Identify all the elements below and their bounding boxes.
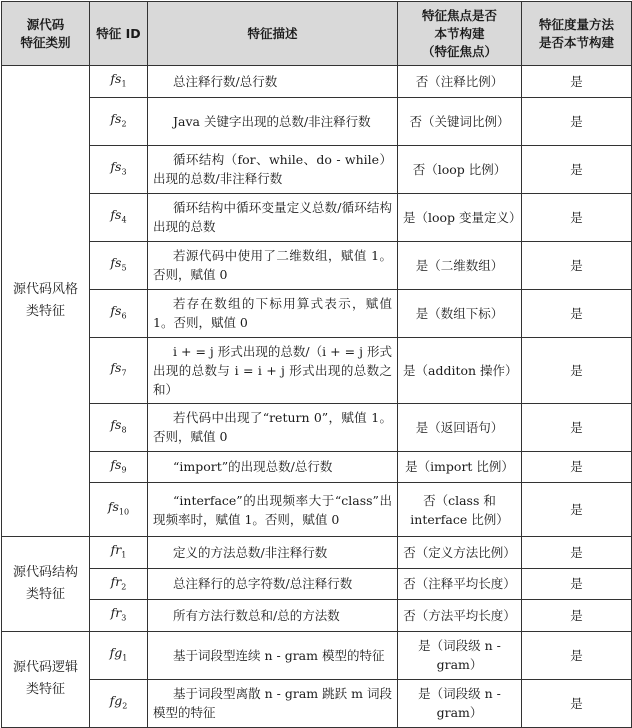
feature-id-base: fs <box>107 499 119 515</box>
table-row <box>2 241 632 289</box>
feature-focus-cell: 否（loop 比例） <box>398 145 522 193</box>
feature-id-sub: 4 <box>121 215 127 225</box>
feature-id-base: fr <box>110 605 122 620</box>
feature-id-cell <box>90 193 148 241</box>
feature-id-sub: 10 <box>118 507 130 517</box>
feature-id-sub: 9 <box>121 465 127 474</box>
feature-focus-cell: 是（词段级 n - gram） <box>398 631 522 679</box>
category-cell: 源代码风格 类特征 <box>2 66 90 537</box>
header-desc: 特征描述 <box>148 2 398 66</box>
feature-focus-cell: 否（定义方法比例） <box>398 537 522 569</box>
feature-desc-cell: 若存在数组的下标用算式表示，赋值 1。否则，赋值 0 <box>148 289 398 337</box>
feature-metric-cell: 是 <box>522 97 632 145</box>
feature-focus-cell: 是（返回语句） <box>398 403 522 451</box>
feature-id-base: fs <box>110 456 122 472</box>
feature-desc-cell: 基于词段型离散 n - gram 跳跃 m 词段模型的特征 <box>148 679 398 727</box>
feature-metric-cell: 是 <box>522 537 632 569</box>
feature-desc-cell: 总注释行数/总行数 <box>148 66 398 98</box>
feature-id-cell <box>90 537 148 569</box>
feature-focus-cell: 是（import 比例） <box>398 451 522 483</box>
feature-focus-cell: 是（additon 操作） <box>398 337 522 403</box>
feature-id-sub: 6 <box>121 311 127 321</box>
feature-id-cell <box>90 241 148 289</box>
feature-id-cell <box>90 631 148 679</box>
feature-desc-cell: “interface”的出现频率大于“class”出现频率时，赋值 1。否则，赋值 0 <box>148 483 398 537</box>
feature-metric-cell: 是 <box>522 337 632 403</box>
feature-id-cell <box>90 145 148 193</box>
feature-id-sub: 2 <box>122 701 128 711</box>
feature-focus-cell: 否（方法平均长度） <box>398 600 522 632</box>
feature-id-sub: 3 <box>121 167 127 177</box>
feature-id-sub: 1 <box>121 550 127 560</box>
feature-focus-cell: 否（关键词比例） <box>398 97 522 145</box>
table-header <box>2 2 632 66</box>
table-row <box>2 568 632 600</box>
feature-id-base: fs <box>110 359 122 375</box>
feature-id-cell <box>90 600 148 632</box>
feature-focus-cell: 否（class 和 interface 比例） <box>398 483 522 537</box>
table-row <box>2 631 632 679</box>
feature-metric-cell: 是 <box>522 193 632 241</box>
feature-desc-cell: 所有方法行数总和/总的方法数 <box>148 600 398 632</box>
feature-desc-cell: 循环结构（for、while、do - while）出现的总数/非注释行数 <box>148 145 398 193</box>
header-id: 特征 ID <box>90 2 148 66</box>
feature-id-cell <box>90 66 148 98</box>
feature-id-sub: 7 <box>121 368 127 378</box>
table-body <box>2 66 632 728</box>
feature-desc-cell: 基于词段型连续 n - gram 模型的特征 <box>148 631 398 679</box>
table-row <box>2 337 632 403</box>
feature-id-cell <box>90 97 148 145</box>
feature-id-cell <box>90 679 148 727</box>
feature-id-cell <box>90 483 148 537</box>
feature-metric-cell: 是 <box>522 631 632 679</box>
header-focus: 特征焦点是否 本节构建 （特征焦点） <box>398 2 522 66</box>
feature-metric-cell: 是 <box>522 451 632 483</box>
feature-metric-cell: 是 <box>522 66 632 98</box>
feature-id-sub: 1 <box>122 653 128 663</box>
header-category: 源代码 特征类别 <box>2 2 90 66</box>
feature-focus-cell: 是（二维数组） <box>398 241 522 289</box>
feature-id-base: fs <box>110 71 122 86</box>
feature-focus-cell: 是（词段级 n - gram） <box>398 679 522 727</box>
feature-desc-cell: Java 关键字出现的总数/非注释行数 <box>148 97 398 145</box>
feature-id-base: fr <box>110 542 122 557</box>
feature-id-sub: 3 <box>121 613 127 623</box>
table-row <box>2 483 632 537</box>
feature-metric-cell: 是 <box>522 600 632 632</box>
feature-id-cell <box>90 568 148 600</box>
category-cell: 源代码逻辑 类特征 <box>2 631 90 727</box>
feature-id-base: fg <box>109 644 123 660</box>
feature-id-cell <box>90 289 148 337</box>
table-row <box>2 97 632 145</box>
feature-desc-cell: “import”的出现总数/总行数 <box>148 451 398 483</box>
feature-id-sub: 5 <box>121 263 127 273</box>
table-row <box>2 600 632 632</box>
table-row <box>2 66 632 98</box>
table-row <box>2 193 632 241</box>
feature-metric-cell: 是 <box>522 568 632 600</box>
feature-table <box>1 1 632 728</box>
feature-desc-cell: 若代码中出现了“return 0”，赋值 1。否则，赋值 0 <box>148 403 398 451</box>
feature-id-base: fs <box>110 206 122 222</box>
feature-focus-cell: 否（注释平均长度） <box>398 568 522 600</box>
feature-metric-cell: 是 <box>522 679 632 727</box>
feature-id-sub: 2 <box>121 582 127 591</box>
feature-focus-cell: 是（数组下标） <box>398 289 522 337</box>
feature-metric-cell: 是 <box>522 145 632 193</box>
feature-id-sub: 1 <box>121 79 127 89</box>
feature-id-base: fs <box>110 158 122 174</box>
feature-desc-cell: 定义的方法总数/非注释行数 <box>148 537 398 569</box>
feature-id-sub: 2 <box>121 119 127 129</box>
feature-desc-cell: i + = j 形式出现的总数/（i + = j 形式出现的总数与 i = i + j 形式出现的总数之和） <box>148 337 398 403</box>
feature-desc-cell: 循环结构中循环变量定义总数/循环结构出现的总数 <box>148 193 398 241</box>
feature-desc-cell: 总注释行的总字符数/总注释行数 <box>148 568 398 600</box>
feature-metric-cell: 是 <box>522 289 632 337</box>
table-row <box>2 451 632 483</box>
feature-id-base: fs <box>110 254 122 270</box>
feature-metric-cell: 是 <box>522 483 632 537</box>
table-row <box>2 289 632 337</box>
feature-id-cell <box>90 337 148 403</box>
feature-id-cell <box>90 403 148 451</box>
feature-id-base: fg <box>109 692 123 708</box>
table-row <box>2 679 632 727</box>
feature-id-cell <box>90 451 148 483</box>
feature-id-base: fr <box>110 573 122 589</box>
feature-metric-cell: 是 <box>522 241 632 289</box>
table-row <box>2 537 632 569</box>
table-row <box>2 145 632 193</box>
feature-desc-cell: 若源代码中使用了二维数组，赋值 1。否则，赋值 0 <box>148 241 398 289</box>
feature-id-base: fs <box>110 110 122 126</box>
feature-focus-cell: 否（注释比例） <box>398 66 522 98</box>
feature-focus-cell: 是（loop 变量定义） <box>398 193 522 241</box>
feature-metric-cell: 是 <box>522 403 632 451</box>
feature-id-base: fs <box>110 416 122 432</box>
feature-id-base: fs <box>110 302 122 318</box>
category-cell: 源代码结构 类特征 <box>2 537 90 632</box>
table-row <box>2 403 632 451</box>
header-metric: 特征度量方法 是否本节构建 <box>522 2 632 66</box>
feature-id-sub: 8 <box>121 425 127 435</box>
